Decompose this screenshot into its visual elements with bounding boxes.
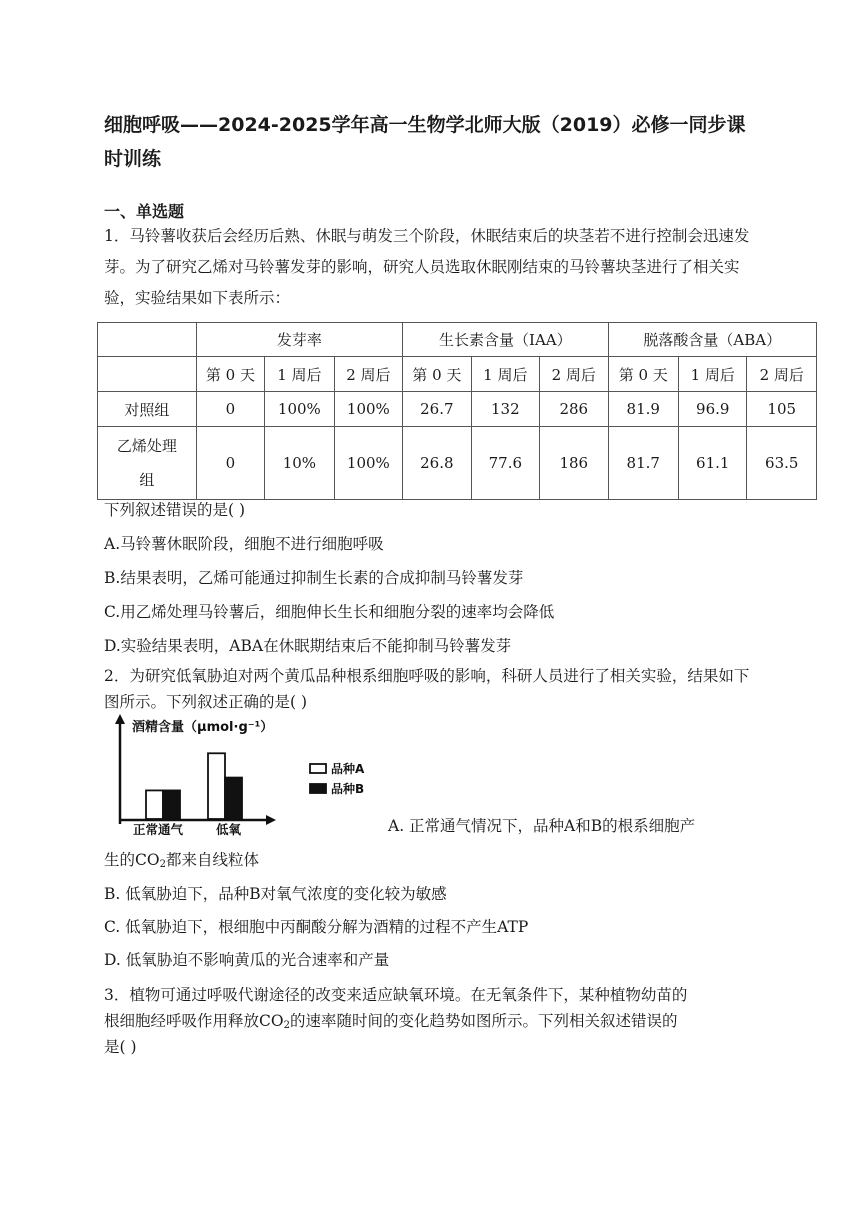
q2-option-a-line2 — [104, 848, 259, 870]
table-time-header: 1 周后 — [471, 357, 539, 392]
question-1-prompt: 下列叙述错误的是( ) — [104, 501, 246, 519]
table-cell: 105 — [747, 392, 817, 427]
table-cell: 100% — [265, 392, 334, 427]
table-cell: 96.9 — [679, 392, 747, 427]
table-time-header: 2 周后 — [747, 357, 817, 392]
question-3-text: 根细胞经呼吸作用释放CO — [104, 1012, 284, 1030]
x-axis-arrow-icon — [266, 815, 276, 825]
q2-option-b: B. 低氧胁迫下，品种B对氧气浓度的变化较为敏感 — [104, 885, 447, 903]
option-d: D.实验结果表明，ABA在休眠期结束后不能抑制马铃薯发芽 — [104, 637, 512, 655]
table-cell: 0 — [196, 427, 264, 500]
question-1-stem: 1．马铃薯收获后会经历后熟、休眠与萌发三个阶段，休眠结束后的块茎若不进行控制会迅速发芽。为了研究乙烯对马铃薯发芽的影响，研究人员选取休眠刚结束的马铃薯块茎进行了相关实验，实验结果如下表所示： — [104, 227, 750, 307]
y-axis-label: 酒精含量（μmol·g⁻¹） — [132, 720, 274, 735]
y-axis-arrow-icon — [115, 714, 125, 724]
section-heading: 一、单选题 — [104, 202, 185, 221]
table-cell: 286 — [540, 392, 608, 427]
bar-a-hypoxia — [208, 753, 225, 819]
x-tick-label: 低氧 — [216, 822, 242, 837]
table-group-header: 脱落酸含量（ABA） — [608, 323, 816, 357]
table-cell: 26.7 — [403, 392, 471, 427]
chart-svg — [98, 712, 388, 837]
alcohol-content-chart — [98, 712, 388, 837]
results-table — [97, 322, 817, 500]
table-time-header: 第 0 天 — [608, 357, 678, 392]
table-time-header: 2 周后 — [334, 357, 403, 392]
table-cell: 61.1 — [679, 427, 747, 500]
document-title: 细胞呼吸——2024-2025学年高一生物学北师大版（2019）必修一同步课时训练 — [104, 114, 746, 170]
question-2-stem: 2．为研究低氧胁迫对两个黄瓜品种根系细胞呼吸的影响，科研人员进行了相关实验，结果如下图所示。下列叙述正确的是( ) — [104, 667, 750, 711]
q2-option-a-line1: A. 正常通气情况下，品种A和B的根系细胞产 — [388, 817, 696, 835]
table-time-header: 第 0 天 — [403, 357, 471, 392]
bar-a-normal — [146, 790, 163, 819]
table-row-label: 对照组 — [98, 392, 197, 427]
option-c: C.用乙烯处理马铃薯后，细胞伸长生长和细胞分裂的速率均会降低 — [104, 603, 555, 621]
table-time-header: 1 周后 — [679, 357, 747, 392]
bar-b-hypoxia — [225, 778, 242, 819]
subscript: 2 — [283, 1020, 290, 1031]
table-cell: 100% — [334, 392, 403, 427]
x-tick-label: 正常通气 — [133, 822, 184, 837]
legend-label: 品种B — [331, 782, 365, 796]
bar-b-normal — [163, 790, 180, 819]
q2-option-d: D. 低氧胁迫不影响黄瓜的光合速率和产量 — [104, 951, 390, 969]
question-3-line1: 3．植物可通过呼吸代谢途径的改变来适应缺氧环境。在无氧条件下，某种植物幼苗的 — [104, 986, 688, 1004]
legend-swatch-b — [310, 784, 326, 793]
question-3-line2 — [104, 1009, 677, 1031]
table-group-header: 生长素含量（IAA） — [403, 323, 608, 357]
option-a: A.马铃薯休眠阶段，细胞不进行细胞呼吸 — [104, 535, 384, 553]
option-b: B.结果表明，乙烯可能通过抑制生长素的合成抑制马铃薯发芽 — [104, 569, 524, 587]
table-time-header: 2 周后 — [540, 357, 608, 392]
table-group-header: 发芽率 — [196, 323, 402, 357]
table-row — [98, 427, 817, 500]
q2-option-a-text: 都来自线粒体 — [165, 851, 259, 869]
table-corner-cell — [98, 323, 197, 357]
q2-option-a-text: 生的CO — [104, 851, 160, 869]
table-cell: 186 — [540, 427, 608, 500]
table-cell: 81.7 — [608, 427, 678, 500]
table-empty-cell — [98, 357, 197, 392]
table-cell: 0 — [196, 392, 264, 427]
table-time-header: 第 0 天 — [196, 357, 264, 392]
legend-label: 品种A — [331, 762, 365, 776]
table-row-label: 乙烯处理组 — [98, 427, 197, 500]
subscript: 2 — [159, 859, 166, 870]
q2-option-c: C. 低氧胁迫下，根细胞中丙酮酸分解为酒精的过程不产生ATP — [104, 918, 529, 936]
table-cell: 63.5 — [747, 427, 817, 500]
table-cell: 100% — [334, 427, 403, 500]
table-cell: 81.9 — [608, 392, 678, 427]
question-3-line3: 是( ) — [104, 1038, 137, 1056]
chart-legend — [310, 761, 365, 796]
question-3-text: 的速率随时间的变化趋势如图所示。下列相关叙述错误的 — [289, 1012, 678, 1030]
table-row — [98, 392, 817, 427]
table-time-header: 1 周后 — [265, 357, 334, 392]
legend-swatch-a — [310, 764, 326, 773]
table-cell: 77.6 — [471, 427, 539, 500]
table-cell: 132 — [471, 392, 539, 427]
table-cell: 10% — [265, 427, 334, 500]
table-cell: 26.8 — [403, 427, 471, 500]
